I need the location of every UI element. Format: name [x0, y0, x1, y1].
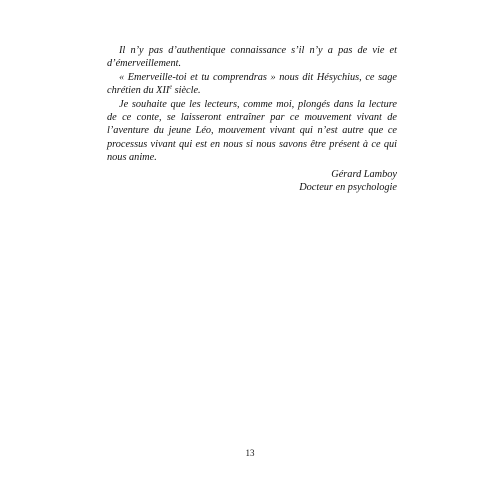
page-number: 13: [245, 448, 255, 458]
signature-block: [107, 168, 397, 195]
century-superscript: e: [169, 84, 173, 91]
paragraph-1: Il n’y pas d’authentique connaissance s’il n’y a pas de vie et d’émerveillement.: [107, 45, 397, 70]
paragraph-3: Je souhaite que les lecteurs, comme moi, plongés dans la lecture de ce conte, se laisseront entraîner par ce mouvement vivant de l’aventure du jeune Léo, mouvement vivant qui n’est autre que ce processus vivant qui est en nous si nous savons être présent à ce qui nous anime.: [107, 98, 397, 164]
paragraph-2-text: « Emerveille-toi et tu comprendras » nous dit Hésychius, ce sage chrétien du XII: [107, 71, 397, 97]
author-name: Gérard Lamboy: [331, 169, 397, 180]
paragraph-2: [107, 71, 397, 98]
paragraph-2-tail: siècle.: [172, 85, 201, 97]
preface-text: [107, 44, 397, 165]
author-title: Docteur en psychologie: [299, 182, 397, 194]
